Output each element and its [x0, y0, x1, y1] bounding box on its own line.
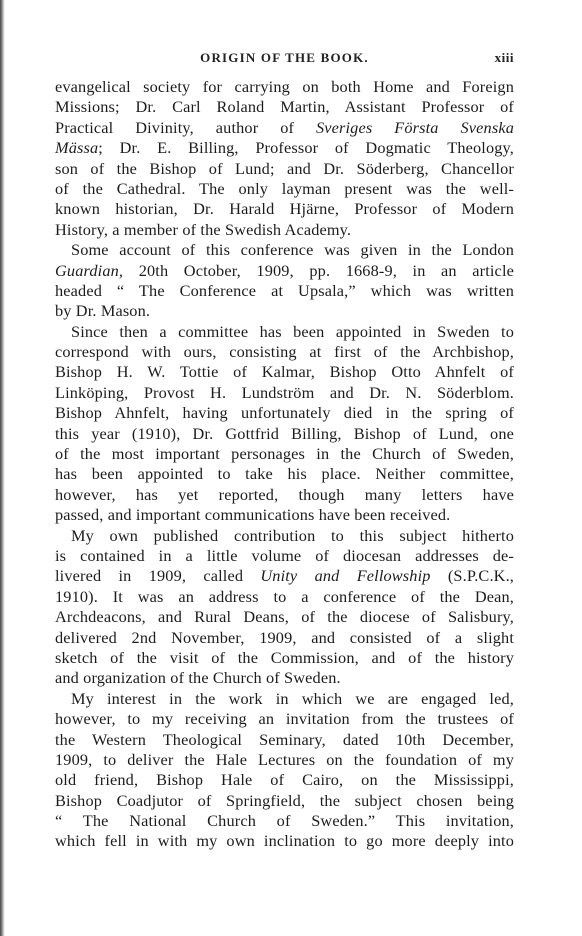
- text-line: [55, 362, 514, 382]
- running-head: [55, 50, 514, 70]
- text-line: [55, 648, 514, 668]
- text-segment: and organization of the Church of Sweden.: [55, 668, 341, 688]
- text-segment: is contained in a little volume of diocesan addresses de-: [55, 545, 514, 565]
- text-segment: passed, and important communications have been received.: [55, 505, 451, 525]
- text-segment: Missions; Dr. Carl Roland Martin, Assistant Professor of: [55, 97, 514, 117]
- text-segment: has been appointed to take his place. Neither committee,: [55, 464, 514, 484]
- italic-text-segment: Mässa: [55, 138, 99, 158]
- text-segment: known historian, Dr. Harald Hjärne, Professor of Modern: [55, 199, 514, 219]
- text-segment: 20th October, 1909, pp. 1668-9, in an article: [123, 260, 514, 280]
- text-line: [55, 689, 514, 709]
- text-segment: Bishop Coadjutor of Springfield, the subject chosen being: [55, 790, 514, 810]
- text-segment: correspond with ours, consisting at first of the Archbishop,: [55, 342, 514, 362]
- text-line: [55, 261, 514, 281]
- text-line: [55, 179, 514, 199]
- text-line: [55, 97, 514, 117]
- text-segment: sketch of the visit of the Commission, and of the history: [55, 647, 514, 667]
- body-text: [55, 77, 514, 852]
- text-line: [55, 322, 514, 342]
- text-line: [55, 220, 514, 240]
- text-segment: Some account of this conference was given in the London: [71, 240, 514, 260]
- text-line: [55, 811, 514, 831]
- page-gutter-shadow: [0, 0, 5, 936]
- text-segment: My interest in the work in which we are engaged led,: [71, 688, 514, 708]
- text-line: [55, 546, 514, 566]
- text-line: [55, 526, 514, 546]
- text-line: [55, 770, 514, 790]
- text-line: [55, 281, 514, 301]
- text-segment: Since then a committee has been appointed in Sweden to: [71, 321, 514, 341]
- text-line: [55, 240, 514, 260]
- text-segment: (S.P.C.K.,: [430, 566, 515, 586]
- text-line: [55, 628, 514, 648]
- text-line: [55, 77, 514, 97]
- text-line: [55, 444, 514, 464]
- running-title: ORIGIN OF THE BOOK.: [200, 50, 369, 65]
- text-segment: headed “ The Conference at Upsala,” which was written: [55, 280, 514, 300]
- text-segment: by Dr. Mason.: [55, 301, 151, 321]
- text-line: [55, 159, 514, 179]
- text-segment: of the most important personages in the Church of Sweden,: [55, 444, 514, 464]
- text-segment: Practical Divinity, author of: [55, 117, 316, 137]
- text-segment: evangelical society for carrying on both Home and Foreign: [55, 77, 514, 96]
- text-line: [55, 709, 514, 729]
- text-segment: Bishop Ahnfelt, having unfortunately died in the spring of: [55, 403, 514, 423]
- text-line: [55, 199, 514, 219]
- text-line: [55, 730, 514, 750]
- text-line: [55, 668, 514, 688]
- text-segment: this year (1910), Dr. Gottfrid Billing, Bishop of Lund, one: [55, 423, 514, 443]
- text-segment: Bishop H. W. Tottie of Kalmar, Bishop Otto Ahnfelt of: [55, 362, 514, 382]
- text-line: [55, 301, 514, 321]
- text-segment: which fell in with my own inclination to go more deeply into: [55, 831, 514, 851]
- text-segment: however, to my receiving an invitation from the trustees of: [55, 709, 514, 729]
- text-segment: son of the Bishop of Lund; and Dr. Söderberg, Chancellor: [55, 158, 514, 178]
- text-line: [55, 607, 514, 627]
- text-segment: old friend, Bishop Hale of Cairo, on the Mississippi,: [55, 770, 514, 790]
- text-line: [55, 791, 514, 811]
- text-line: [55, 750, 514, 770]
- text-segment: 1910). It was an address to a conference of the Dean,: [55, 586, 514, 606]
- text-segment: ; Dr. E. Billing, Professor of Dogmatic Theology,: [98, 138, 514, 158]
- text-line: [55, 464, 514, 484]
- text-line: [55, 118, 514, 138]
- text-segment: of the Cathedral. The only layman present was the well-: [55, 178, 514, 198]
- page-number: xiii: [494, 50, 514, 65]
- text-segment: Linköping, Provost H. Lundström and Dr. N. Söderblom.: [55, 382, 514, 402]
- text-line: [55, 831, 514, 851]
- text-line: [55, 505, 514, 525]
- text-segment: History, a member of the Swedish Academy.: [55, 219, 352, 239]
- text-segment: delivered 2nd November, 1909, and consisted of a slight: [55, 627, 514, 647]
- text-line: [55, 424, 514, 444]
- text-line: [55, 587, 514, 607]
- text-segment: however, has yet reported, though many letters have: [55, 484, 514, 504]
- text-segment: Archdeacons, and Rural Deans, of the diocese of Salisbury,: [55, 607, 514, 627]
- italic-text-segment: Unity and Fellowship: [260, 566, 431, 586]
- text-segment: My own published contribution to this subject hitherto: [71, 525, 514, 545]
- text-line: [55, 383, 514, 403]
- italic-text-segment: Guardian,: [55, 260, 124, 280]
- text-segment: “ The National Church of Sweden.” This invitation,: [55, 811, 514, 831]
- text-segment: the Western Theological Seminary, dated 10th December,: [55, 729, 514, 749]
- text-line: [55, 566, 514, 586]
- italic-text-segment: Sveriges Första Svenska: [315, 117, 514, 137]
- text-segment: 1909, to deliver the Hale Lectures on the foundation of my: [55, 749, 514, 769]
- text-line: [55, 403, 514, 423]
- text-line: [55, 485, 514, 505]
- text-segment: livered in 1909, called: [55, 566, 261, 586]
- text-line: [55, 138, 514, 158]
- text-line: [55, 342, 514, 362]
